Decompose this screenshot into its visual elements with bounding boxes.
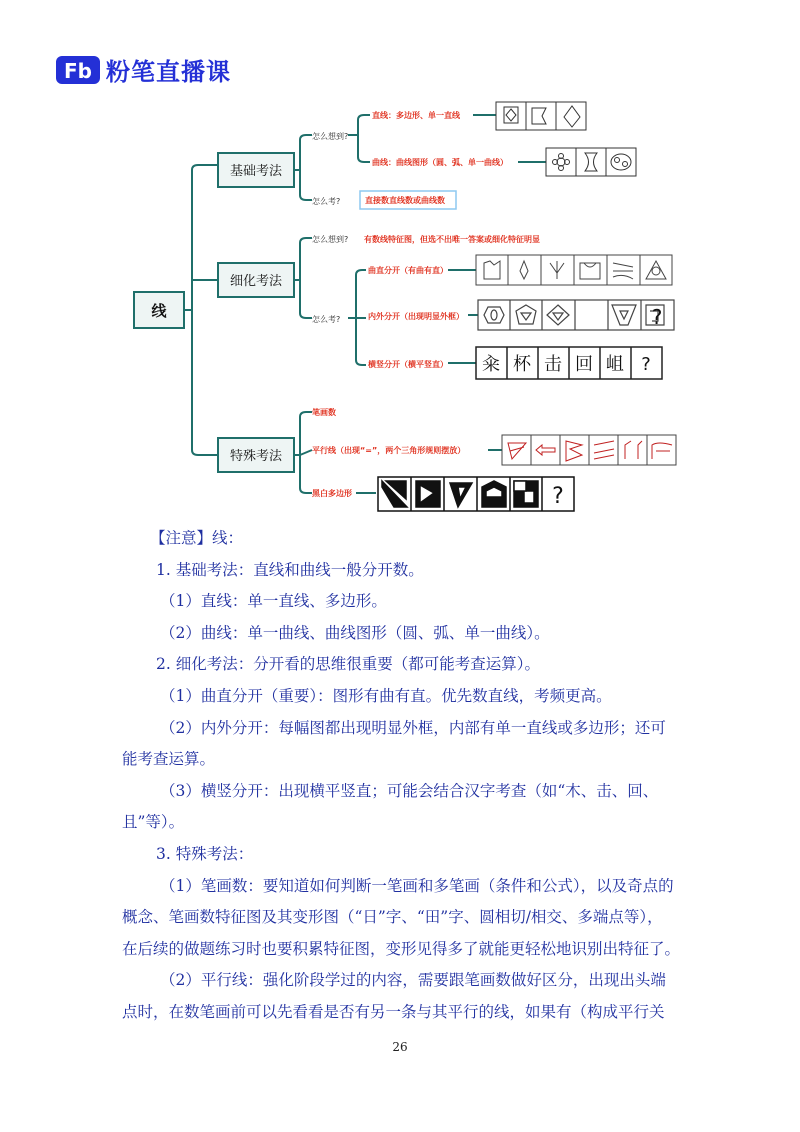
notes-line-8: 3. 特殊考法：: [156, 844, 254, 863]
special-item-strokes: 笔画数: [312, 408, 336, 417]
notes-line-7b: 且”等）。: [122, 813, 185, 832]
notes-line-3: （2）曲线：单一曲线、曲线图形（圆、弧、单一曲线）。: [160, 623, 550, 642]
basic-item-curve: 曲线：曲线图形（圆、弧、单一曲线）: [372, 158, 508, 167]
notes-line-6b: 能考查运算。: [122, 750, 216, 769]
notes-line-10: （2）平行线：强化阶段学过的内容，需要跟笔画数做好区分，出现出头端: [160, 971, 666, 990]
refined-q2: 怎么考?: [312, 315, 341, 324]
logo-mark-text: Fb: [64, 58, 92, 83]
mindmap-diagram: [128, 95, 688, 525]
refined-figures-chars: [476, 347, 662, 379]
brand-logo: [56, 52, 231, 87]
special-item-parallel: 平行线（出现“=”，两个三角形规则摆放）: [312, 446, 466, 455]
root-label: 线: [151, 302, 167, 320]
char-1: 杯: [513, 354, 531, 375]
char-0: 籴: [482, 354, 500, 375]
special-figures-bw: [378, 477, 574, 511]
notes-line-7: （3）横竖分开：出现横平竖直；可能会结合汉字考查（如“木、击、回、: [160, 781, 659, 800]
branch-basic-label: 基础考法: [229, 164, 283, 179]
inner-outer-qmark: ?: [651, 305, 663, 329]
page-number: 26: [392, 1040, 408, 1054]
notes-line-4: 2. 细化考法：分开看的思维很重要（都可能考查运算）。: [156, 655, 540, 674]
refined-hint: 有数线特征图，但选不出唯一答案或细化特征明显: [364, 235, 540, 244]
special-item-bw-polygon: 黑白多边形: [312, 489, 352, 498]
refined-item-h-v: 横竖分开（横平竖直）: [368, 360, 448, 369]
bw-qmark: ?: [552, 484, 564, 509]
fenbi-logo-icon: [56, 54, 100, 86]
refined-figures-curve-straight: [476, 255, 672, 285]
notes-line-9b: 概念、笔画数特征图及其变形图（“日”字、“田”字、圆相切/相交、多端点等），: [122, 908, 663, 927]
char-2: 击: [544, 354, 562, 375]
branch-special-label: 特殊考法: [229, 449, 283, 464]
branch-refined-label: 细化考法: [229, 274, 283, 289]
basic-figures-straight: [496, 102, 586, 130]
basic-item-straight: 直线：多边形、单一直线: [372, 111, 460, 120]
refined-item-inner-outer: 内外分开（出现明显外框）: [368, 312, 464, 321]
basic-figures-curve: [546, 148, 636, 176]
notes-line-2: （1）直线：单一直线、多边形。: [160, 592, 387, 611]
refined-item-curve-straight: 曲直分开（有曲有直）: [368, 266, 448, 275]
notes-line-9: （1）笔画数：要知道如何判断一笔画和多笔画（条件和公式），以及奇点的: [160, 876, 674, 895]
basic-q2: 怎么考?: [312, 197, 341, 206]
refined-q1: 怎么想到?: [312, 235, 349, 244]
notes-line-10b: 点时，在数笔画前可以先看看是否有另一条与其平行的线，如果有（构成平行关: [122, 1002, 665, 1021]
char-5: ?: [641, 354, 651, 375]
refined-figures-inner-outer: [478, 300, 674, 330]
char-3: 回: [575, 354, 593, 375]
notes-line-1: 1. 基础考法：直线和曲线一般分开数。: [156, 560, 424, 579]
notes-section: [122, 523, 690, 1029]
notes-line-9c: 在后续的做题练习时也要积累特征图，变形见得多了就能更轻松地识别出特征了。: [122, 939, 681, 958]
char-4: 岨: [606, 354, 624, 375]
notes-line-6: （2）内外分开：每幅图都出现明显外框，内部有单一直线或多边形；还可: [160, 718, 666, 737]
notes-line-5: （1）曲直分开（重要）：图形有曲有直。优先数直线，考频更高。: [160, 686, 612, 705]
logo-text: 粉笔直播课: [106, 58, 231, 86]
notes-title: 【注意】线：: [150, 529, 244, 547]
basic-q1: 怎么想到?: [312, 132, 349, 141]
special-figures-parallel: [502, 435, 676, 465]
basic-how: 直接数直线数或曲线数: [365, 196, 445, 205]
